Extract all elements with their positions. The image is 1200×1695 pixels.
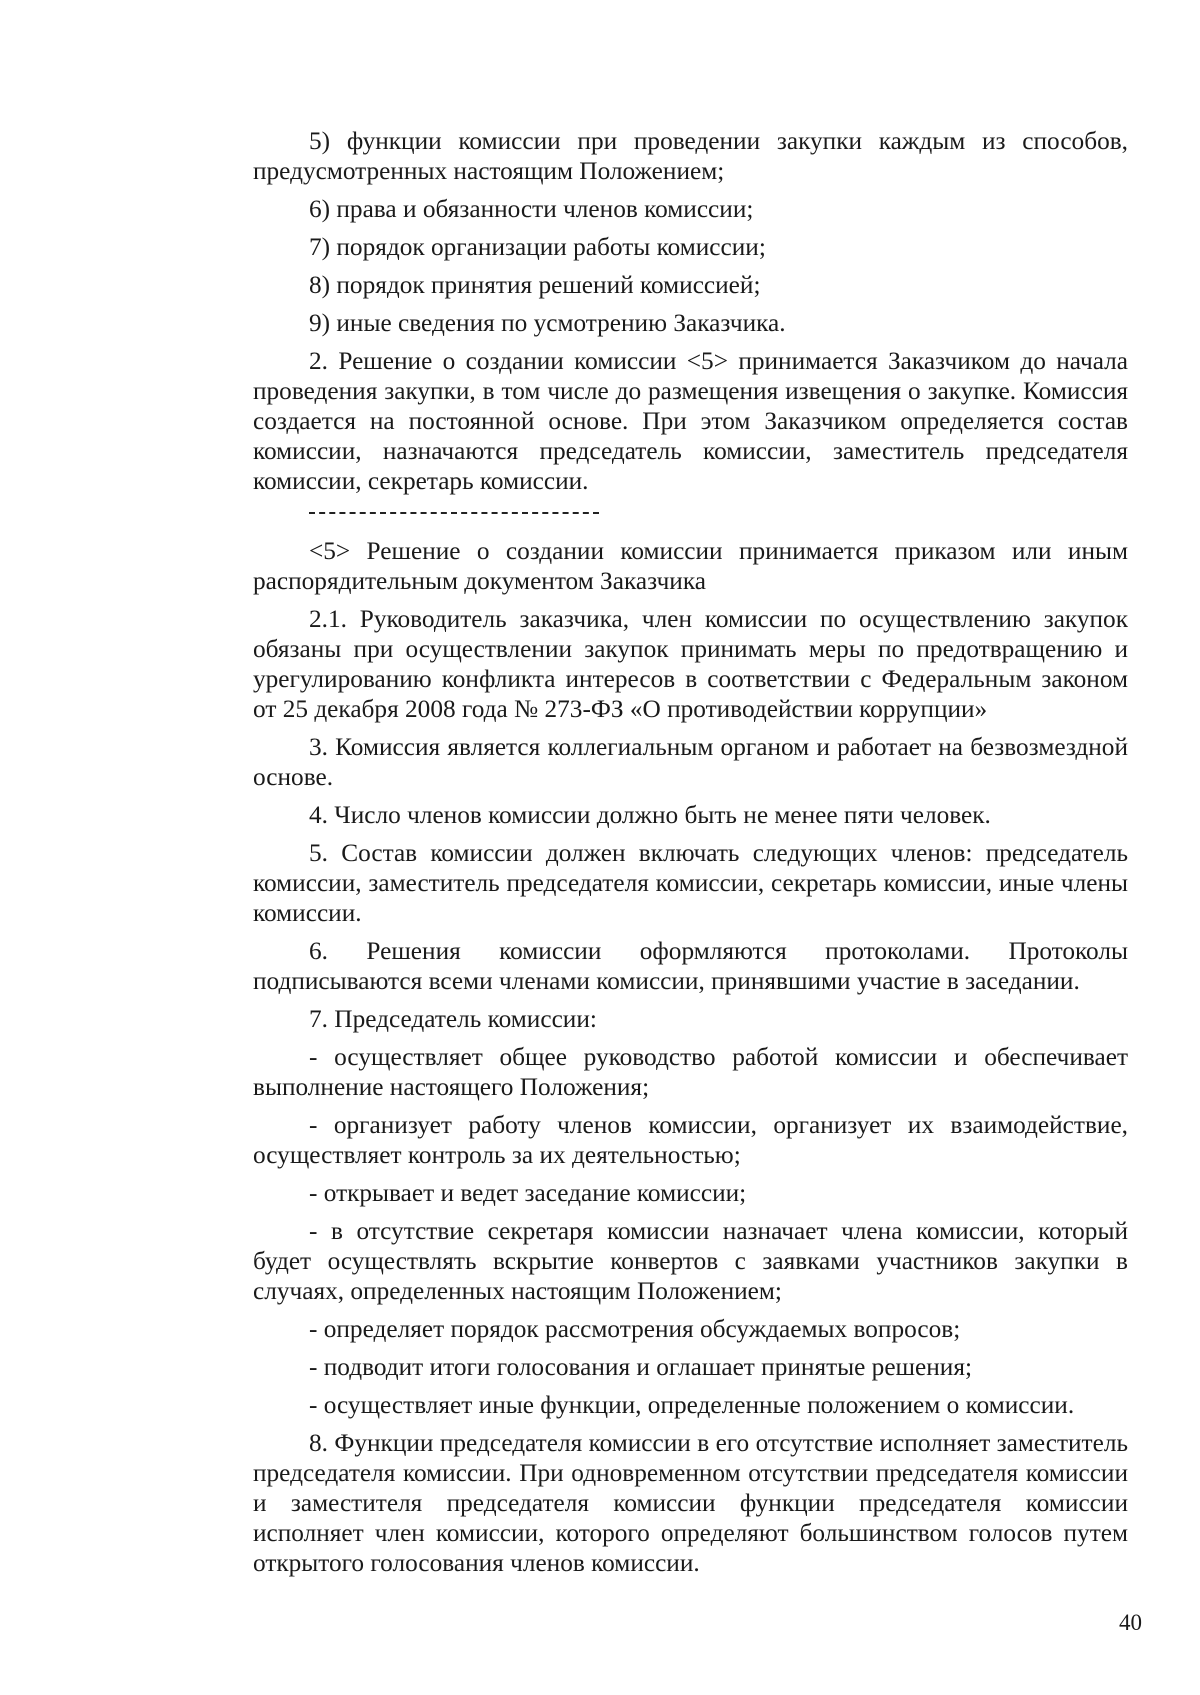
footnote-5: <5> Решение о создании комиссии принимается приказом или иным распорядительным документом Заказчика (253, 537, 1128, 595)
chairman-duty-voting: - подводит итоги голосования и оглашает принятые решения; (309, 1353, 973, 1381)
paragraph-5: 5. Состав комиссии должен включать следующих членов: председатель комиссии, заместитель председателя комиссии, секретарь комиссии, иные члены комиссии. (253, 839, 1128, 927)
list-item-decisions: 8) порядок принятия решений комиссией; (309, 271, 761, 299)
chairman-duty-organize: - организует работу членов комиссии, организует их взаимодействие, осуществляет контроль за их деятельностью; (253, 1111, 1128, 1169)
paragraph-7: 7. Председатель комиссии: (309, 1005, 597, 1033)
paragraph-6: 6. Решения комиссии оформляются протоколами. Протоколы подписываются всеми членами комиссии, принявшими участие в заседании. (253, 937, 1128, 995)
chairman-duty-appoint: - в отсутствие секретаря комиссии назначает члена комиссии, который будет осуществлять вскрытие конвертов с заявками участников закупки в случаях, определенных настоящим Положением; (253, 1217, 1128, 1305)
chairman-duty-other: - осуществляет иные функции, определенные положением о комиссии. (309, 1391, 1075, 1419)
paragraph-4: 4. Число членов комиссии должно быть не менее пяти человек. (309, 801, 991, 829)
paragraph-2: 2. Решение о создании комиссии <5> принимается Заказчиком до начала проведения закупки, в том числе до размещения извещения о закупке. Комиссия создается на постоянной основе. При этом Заказчиком определяется состав комиссии, назначаются председатель комиссии, заместитель председателя комиссии, секретарь комиссии. (253, 347, 1128, 495)
chairman-duty-order: - определяет порядок рассмотрения обсуждаемых вопросов; (309, 1315, 961, 1343)
document-body (253, 126, 1128, 1586)
list-item-functions: 5) функции комиссии при проведении закупки каждым из способов, предусмотренных настоящим Положением; (253, 127, 1128, 185)
paragraph-3: 3. Комиссия является коллегиальным органом и работает на безвозмездной основе. (253, 733, 1128, 791)
list-item-work-order: 7) порядок организации работы комиссии; (309, 233, 766, 261)
chairman-duty-general: - осуществляет общее руководство работой комиссии и обеспечивает выполнение настоящего Положения; (253, 1043, 1128, 1101)
chairman-duty-open-meeting: - открывает и ведет заседание комиссии; (309, 1179, 747, 1207)
list-item-other-info: 9) иные сведения по усмотрению Заказчика. (309, 309, 786, 337)
paragraph-8: 8. Функции председателя комиссии в его отсутствие исполняет заместитель председателя комиссии. При одновременном отсутствии председателя комиссии и заместителя председателя комиссии функции председателя комиссии исполняет член комиссии, которого определяют большинством голосов путем открытого голосования членов комиссии. (253, 1429, 1128, 1577)
paragraph-2-1: 2.1. Руководитель заказчика, член комиссии по осуществлению закупок обязаны при осуществлении закупок принимать меры по предотвращению и урегулированию конфликта интересов в соответствии с Федеральным законом от 25 декабря 2008 года № 273-ФЗ «О противодействии коррупции» (253, 605, 1128, 723)
page-number: 40 (1119, 1610, 1142, 1635)
list-item-rights: 6) права и обязанности членов комиссии; (309, 195, 754, 223)
footnote-separator (309, 512, 599, 514)
